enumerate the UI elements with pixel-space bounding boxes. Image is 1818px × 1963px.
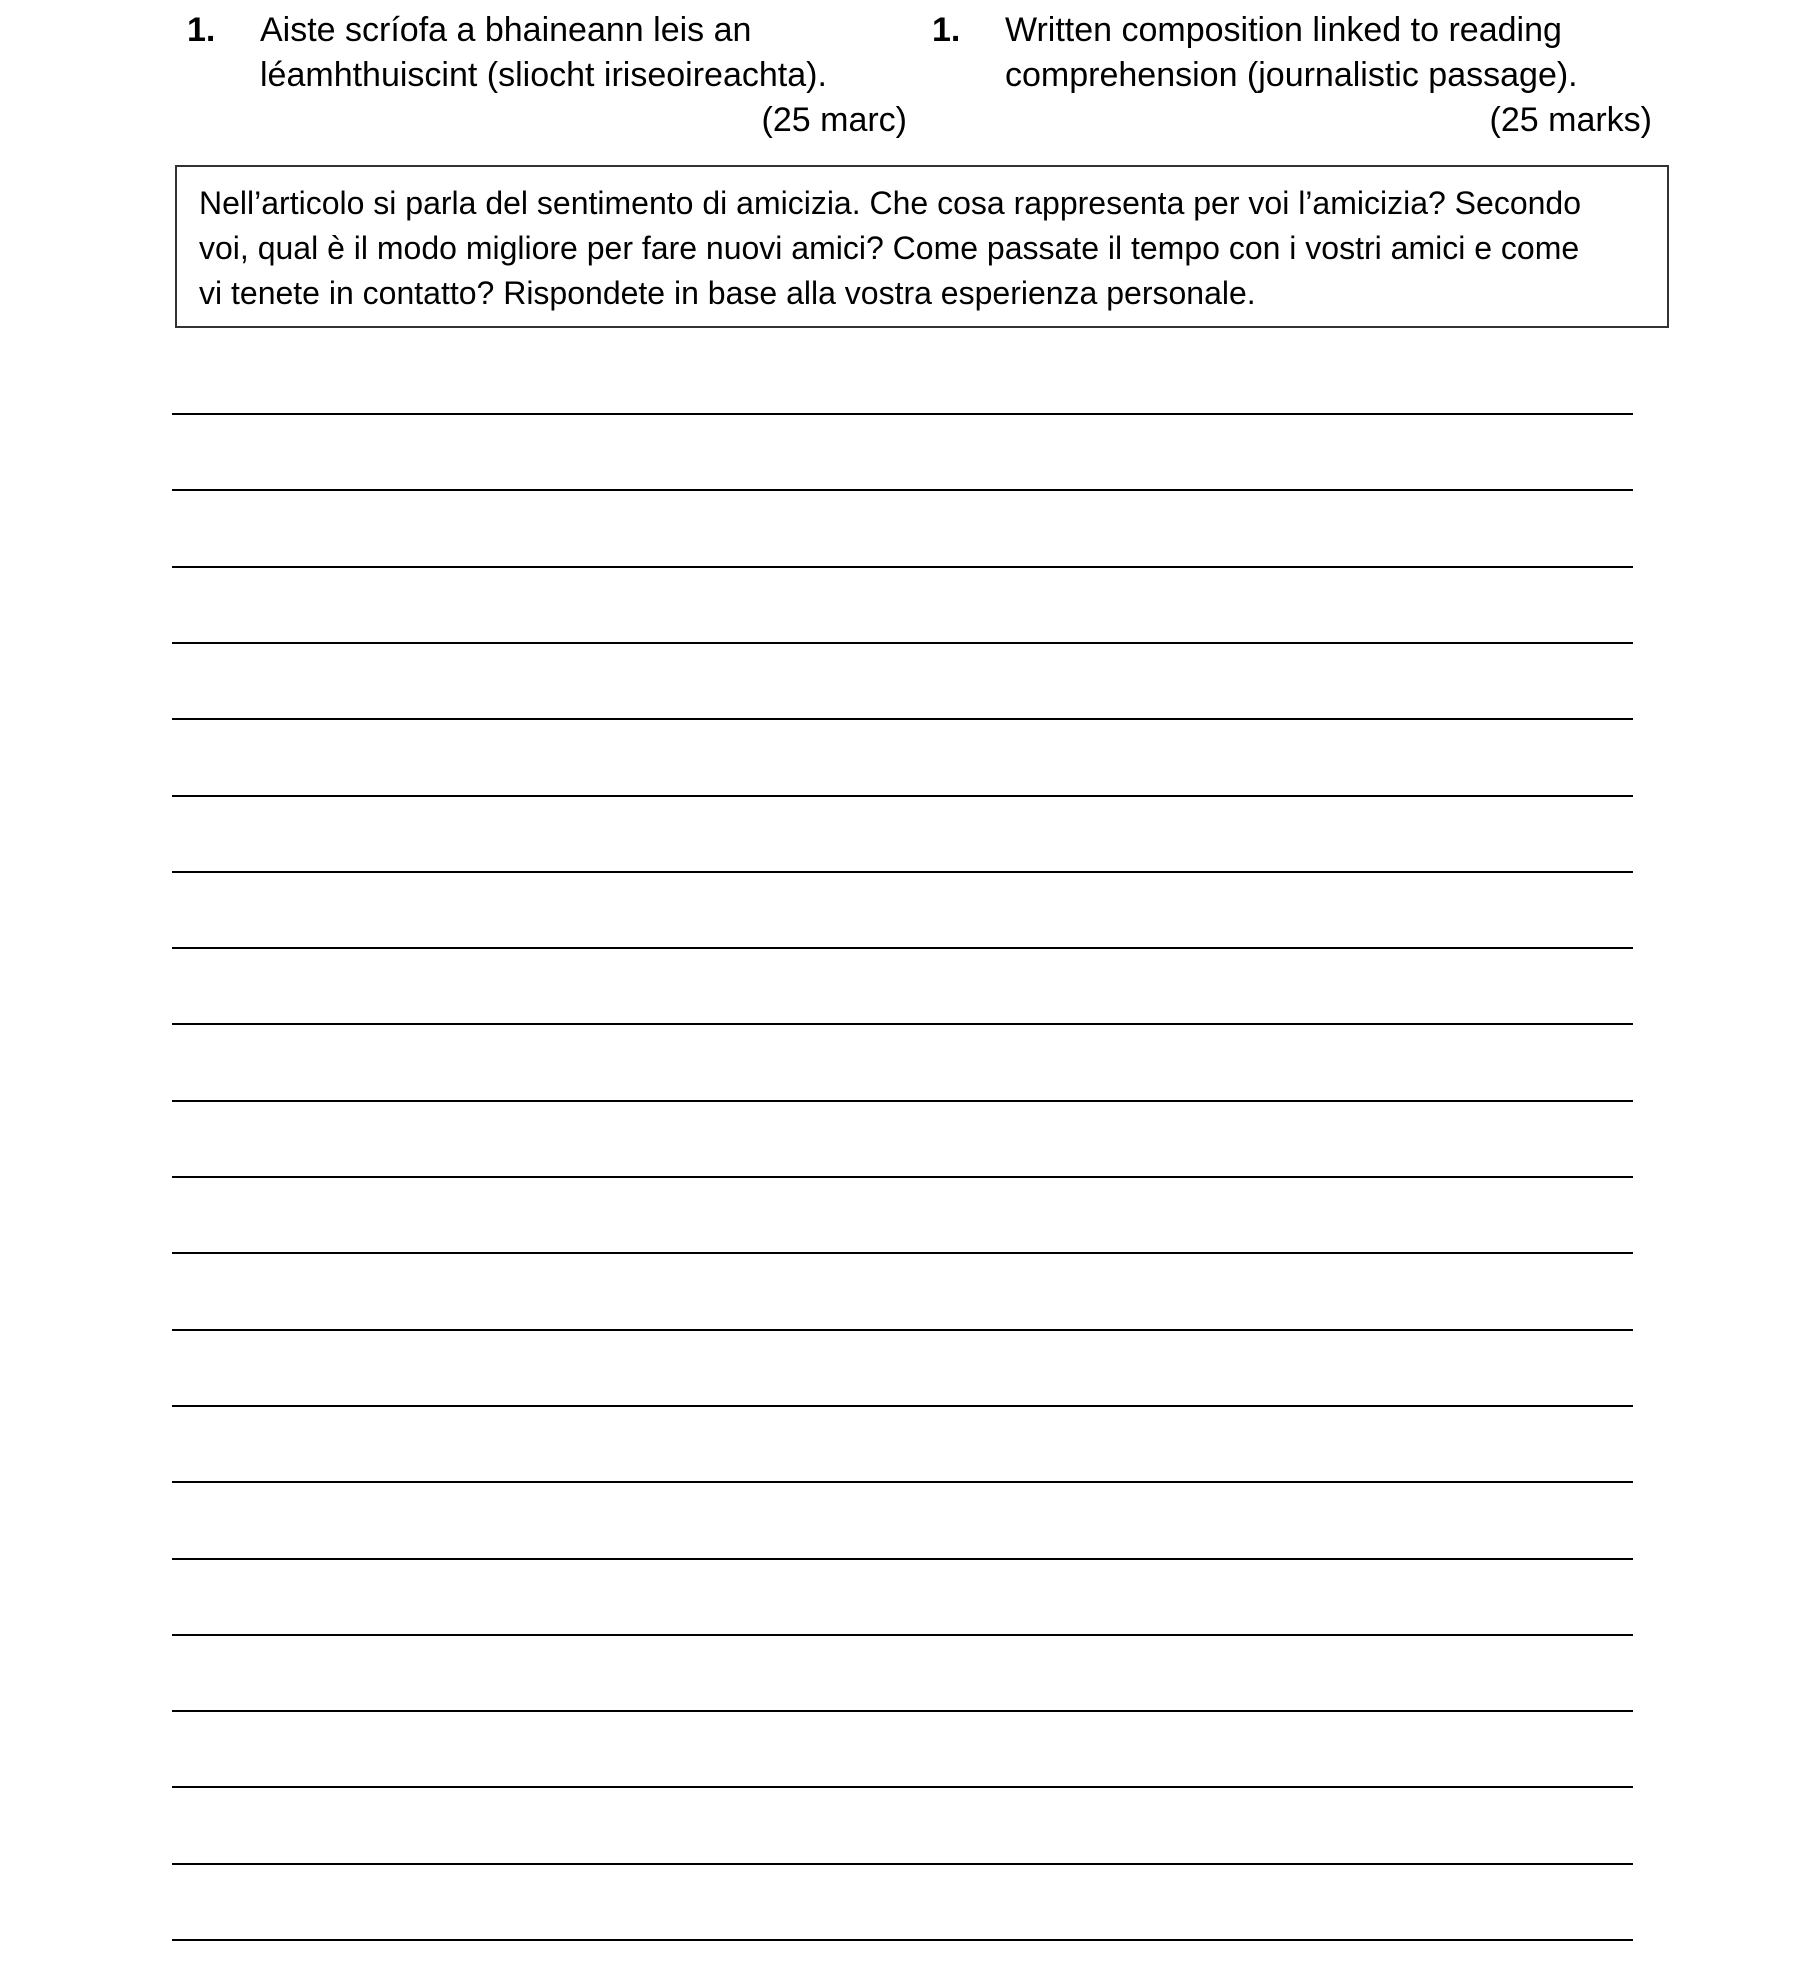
answer-line: [172, 1252, 1633, 1254]
answer-line: [172, 1329, 1633, 1331]
answer-line: [172, 1100, 1633, 1102]
answer-line: [172, 1634, 1633, 1636]
answer-line: [172, 642, 1633, 644]
question-text-line: Aiste scríofa a bhaineann leis an: [260, 11, 752, 49]
answer-line: [172, 1481, 1633, 1483]
question-number-english: 1.: [932, 11, 961, 49]
answer-line: [172, 413, 1633, 415]
answer-line: [172, 1863, 1633, 1865]
prompt-line: vi tenete in contatto? Rispondete in base alla vostra esperienza personale.: [199, 275, 1256, 311]
marks-english: (25 marks): [1489, 101, 1652, 139]
answer-line: [172, 1786, 1633, 1788]
answer-line: [172, 1023, 1633, 1025]
question-text-line: Written composition linked to reading: [1005, 11, 1562, 49]
answer-line: [172, 1558, 1633, 1560]
prompt-line: voi, qual è il modo migliore per fare nuovi amici? Come passate il tempo con i vostri amici e come: [199, 230, 1580, 266]
answer-line: [172, 718, 1633, 720]
answer-line: [172, 947, 1633, 949]
answer-line: [172, 1939, 1633, 1941]
answer-line: [172, 1710, 1633, 1712]
question-text-line: léamhthuiscint (sliocht iriseoireachta).: [260, 56, 827, 94]
answer-line: [172, 795, 1633, 797]
answer-line: [172, 566, 1633, 568]
marks-irish: (25 marc): [761, 101, 907, 139]
answer-line: [172, 489, 1633, 491]
prompt-line: Nell’articolo si parla del sentimento di amicizia. Che cosa rappresenta per voi l’amicizia? Secondo: [199, 185, 1581, 221]
answer-line: [172, 1176, 1633, 1178]
question-text-line: comprehension (journalistic passage).: [1005, 56, 1578, 94]
answer-line: [172, 1405, 1633, 1407]
answer-area[interactable]: [172, 0, 1633, 1963]
question-number-irish: 1.: [187, 11, 216, 49]
answer-line: [172, 871, 1633, 873]
